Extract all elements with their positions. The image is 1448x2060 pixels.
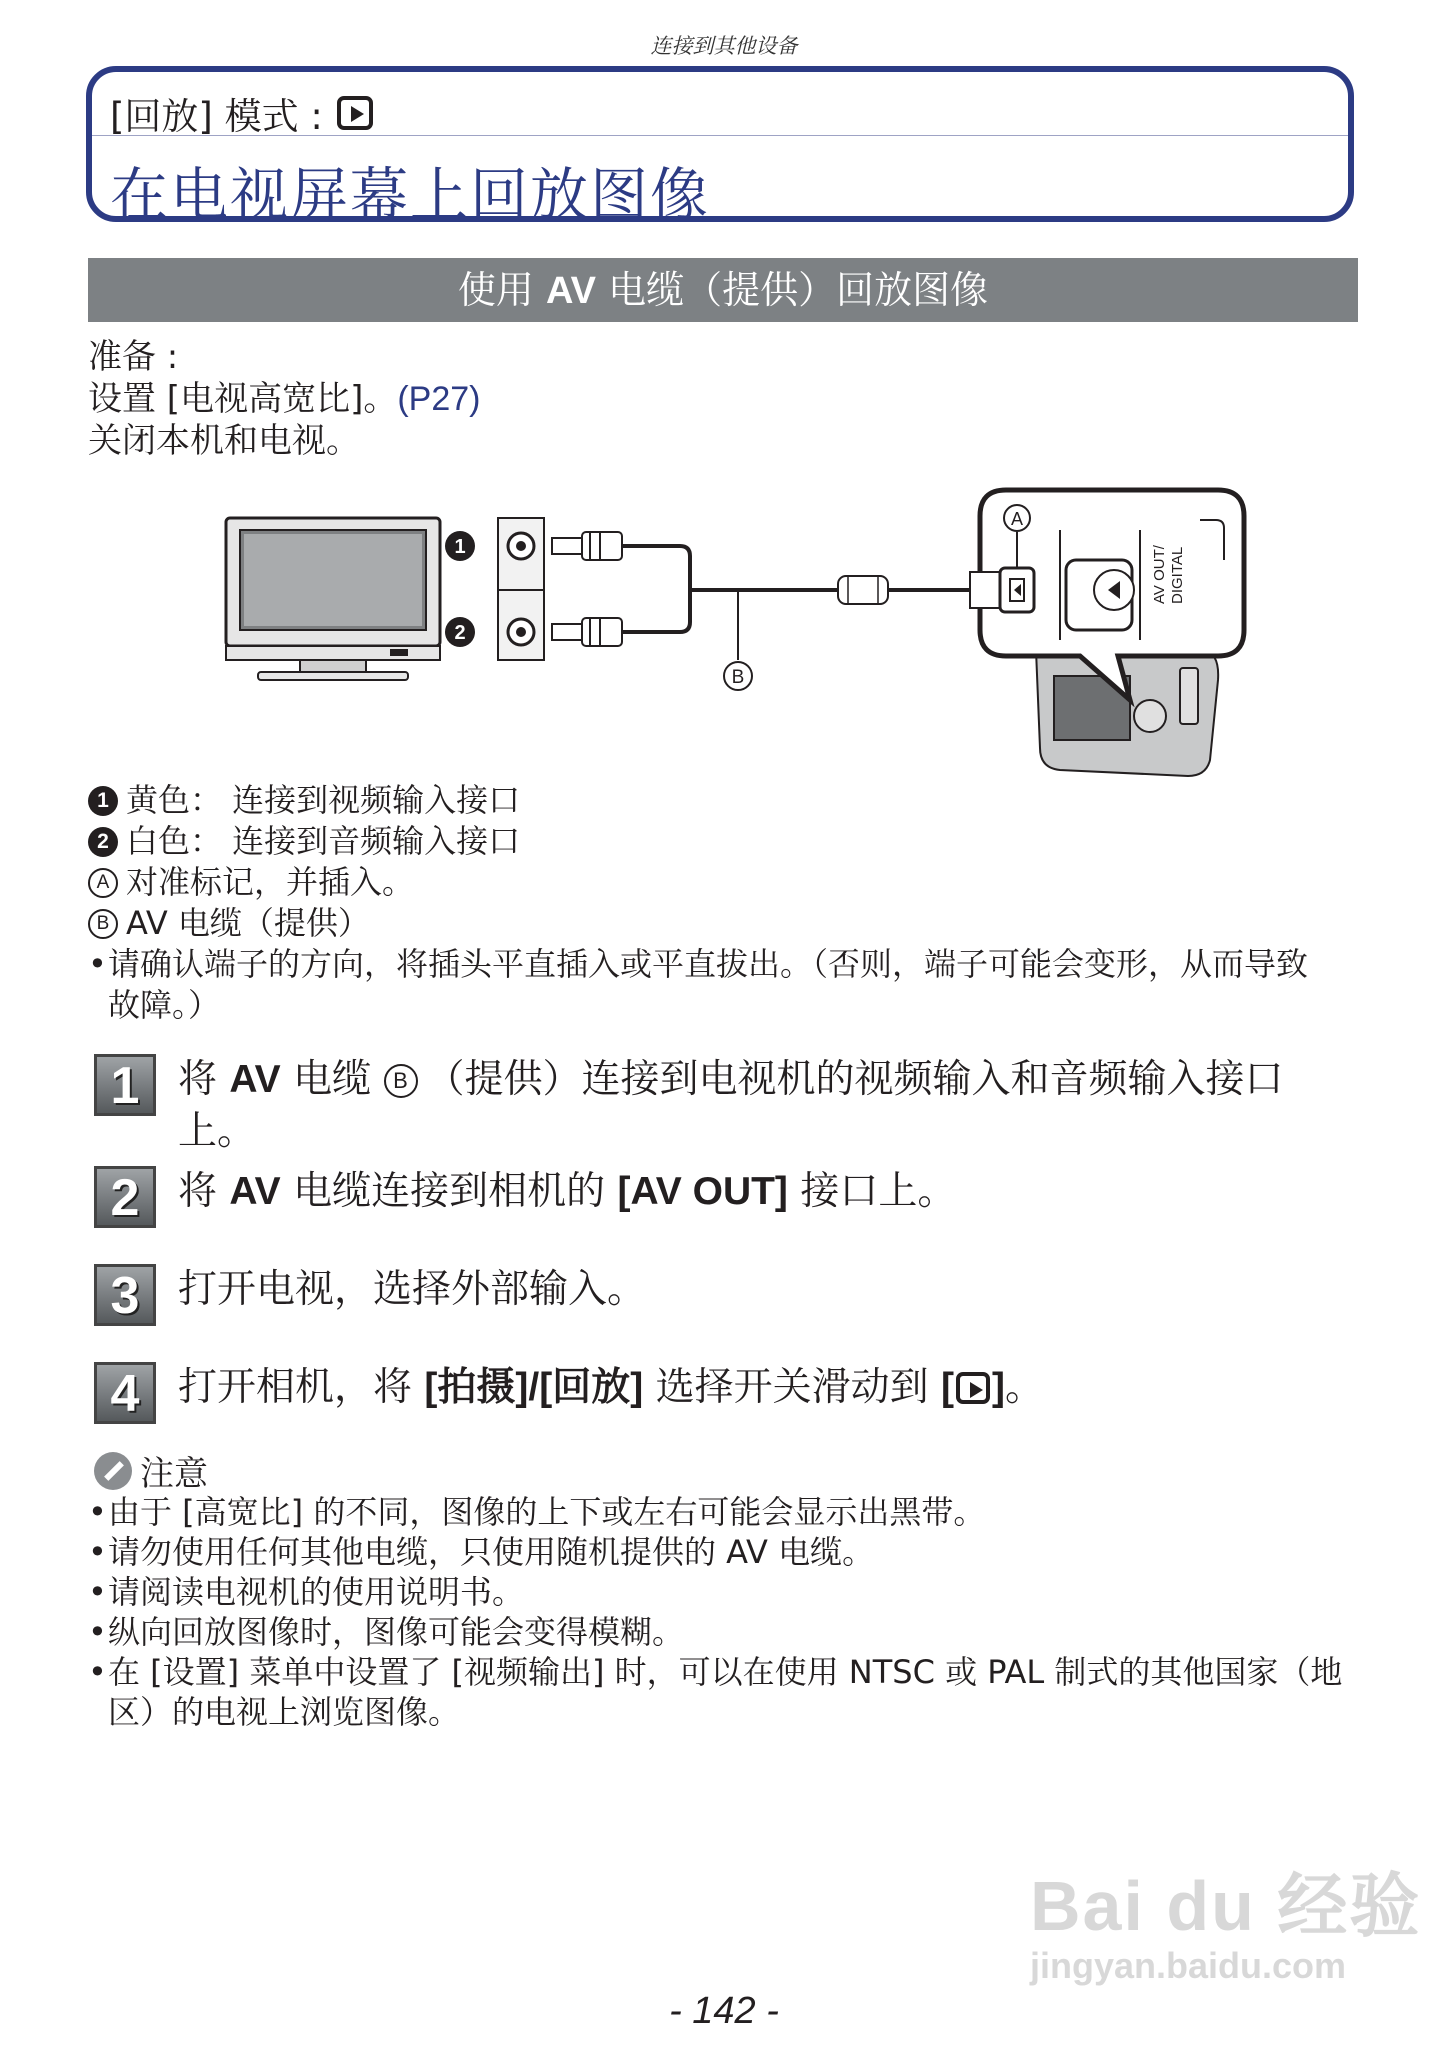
note-item-text: 在 [设置] 菜单中设置了 [视频输出] 时，可以在使用 NTSC 或 PAL 制式的其他国家（地区）的电视上浏览图像。: [108, 1653, 1343, 1731]
white-plug: [552, 618, 622, 646]
step-1-number: 1: [94, 1054, 156, 1116]
section-heading-suffix: 电缆（提供）回放图像: [595, 268, 989, 312]
marker-a: [1004, 505, 1030, 531]
step-1-post: （提供）连接到电视机的视频输入和音频输入接口上。: [178, 1057, 1284, 1154]
legend-item-a-text: 对准标记，并插入。: [126, 863, 415, 901]
step-4-mid: 选择开关滑动到: [643, 1365, 941, 1410]
bullet-dot: •: [88, 945, 107, 983]
bullet-dot: •: [88, 1653, 107, 1691]
svg-text:2: 2: [454, 622, 466, 644]
step-4-number: 4: [94, 1362, 156, 1424]
legend-item-1-text: 黄色： 连接到视频输入接口: [126, 781, 521, 819]
chapter-header: 连接到其他设备: [650, 34, 798, 58]
page-title: 在电视屏幕上回放图像: [110, 161, 711, 229]
tv-input-panel: [498, 518, 544, 660]
tv-illustration: [226, 518, 440, 680]
bullet-dot: •: [88, 1533, 107, 1571]
playback-mode-icon: [956, 1372, 990, 1404]
watermark-main: Bai du 经验: [1030, 1867, 1422, 1945]
step-2-text: [178, 1166, 956, 1218]
svg-text:DIGITAL: DIGITAL: [1169, 546, 1186, 604]
step-4-bold-close: ]: [992, 1366, 1005, 1409]
note-item-text: 请勿使用任何其他电缆，只使用随机提供的 AV 电缆。: [108, 1533, 875, 1571]
note-item-text: 请阅读电视机的使用说明书。: [108, 1573, 525, 1611]
step-1-mid: 电缆: [280, 1057, 384, 1102]
notes-heading-text: 注意: [140, 1454, 208, 1494]
baidu-watermark: [1030, 1850, 1421, 1987]
bullet-dot: •: [88, 1613, 107, 1651]
step-4-text: [178, 1362, 1044, 1414]
bullet-dot: •: [88, 1573, 107, 1611]
step-4-pre: 打开相机，将: [178, 1365, 425, 1410]
marker-a-icon: A: [88, 868, 118, 898]
note-item: [88, 1532, 1368, 1572]
preparation-line-2: 关闭本机和电视。: [88, 421, 360, 461]
note-item: [88, 1492, 1368, 1532]
step-4: [94, 1362, 1044, 1424]
legend-item-b: [88, 903, 1338, 944]
legend-bullet-text: 请确认端子的方向，将插头平直插入或平直拔出。（否则，端子可能会变形，从而导致故障。）: [108, 945, 1309, 1024]
number-1-icon: 1: [88, 786, 118, 816]
notes-heading: [94, 1446, 208, 1495]
note-item-text: 纵向回放图像时，图像可能会变得模糊。: [108, 1613, 685, 1651]
camera-illustration: [1036, 650, 1218, 776]
step-2-pre: 将: [178, 1169, 230, 1214]
step-2: [94, 1166, 956, 1228]
mode-label-text: [回放] 模式 :: [110, 95, 323, 138]
number-2-icon: 2: [88, 827, 118, 857]
page-link-p27[interactable]: (P27): [397, 380, 481, 418]
step-1: [94, 1054, 1354, 1158]
svg-text:AV OUT/: AV OUT/: [1151, 545, 1168, 604]
section-heading-bold: AV: [546, 270, 596, 312]
notes-list: [88, 1492, 1368, 1732]
step-1-bold: AV: [229, 1058, 281, 1101]
marker-b-icon: B: [88, 909, 118, 939]
note-item: [88, 1612, 1368, 1652]
step-3: [94, 1264, 646, 1326]
step-2-number: 2: [94, 1166, 156, 1228]
svg-text:B: B: [731, 667, 745, 688]
note-item: [88, 1572, 1368, 1612]
step-3-number: 3: [94, 1264, 156, 1326]
legend-item-2-text: 白色： 连接到音频输入接口: [126, 822, 521, 860]
marker-b: [724, 662, 752, 690]
av-cable: [622, 546, 970, 632]
preparation-line-1-text: 设置 [电视高宽比]。: [88, 379, 398, 419]
preparation-heading: 准备 :: [88, 337, 179, 377]
legend-item-b-text: AV 电缆（提供）: [126, 904, 370, 942]
legend-item-1: [88, 780, 1338, 821]
step-4-bold-open: [: [941, 1366, 954, 1409]
diagram-legend: [88, 780, 1338, 1026]
svg-text:A: A: [1010, 509, 1024, 529]
marker-b-icon: B: [384, 1064, 418, 1098]
legend-item-2: [88, 821, 1338, 862]
legend-bullet: [88, 944, 1338, 1026]
page-number: - 142 -: [669, 1990, 779, 2032]
step-2-bold-1: AV: [229, 1170, 281, 1213]
section-heading-prefix: 使用: [457, 268, 547, 312]
ferrite-core: [838, 576, 888, 604]
yellow-plug: [552, 532, 622, 560]
watermark-sub: jingyan.baidu.com: [1030, 1945, 1347, 1986]
legend-item-a: [88, 862, 1338, 903]
bullet-dot: •: [88, 1493, 107, 1531]
step-2-mid: 电缆连接到相机的: [280, 1169, 618, 1214]
note-item-text: 由于 [高宽比] 的不同，图像的上下或左右可能会显示出黑带。: [108, 1493, 986, 1531]
step-4-post: 。: [1005, 1365, 1045, 1410]
step-1-text: [178, 1054, 1354, 1158]
step-1-pre: 将: [178, 1057, 230, 1102]
note-item: [88, 1652, 1368, 1732]
pencil-note-icon: [94, 1452, 132, 1490]
step-2-post: 接口上。: [787, 1169, 957, 1214]
step-2-bold-2: [AV OUT]: [617, 1170, 788, 1213]
marker-1: [445, 531, 475, 561]
marker-2: [445, 617, 475, 647]
svg-text:1: 1: [454, 536, 466, 558]
step-4-bold-1: [拍摄]/[回放]: [424, 1366, 644, 1409]
step-3-text: 打开电视，选择外部输入。: [178, 1267, 647, 1312]
